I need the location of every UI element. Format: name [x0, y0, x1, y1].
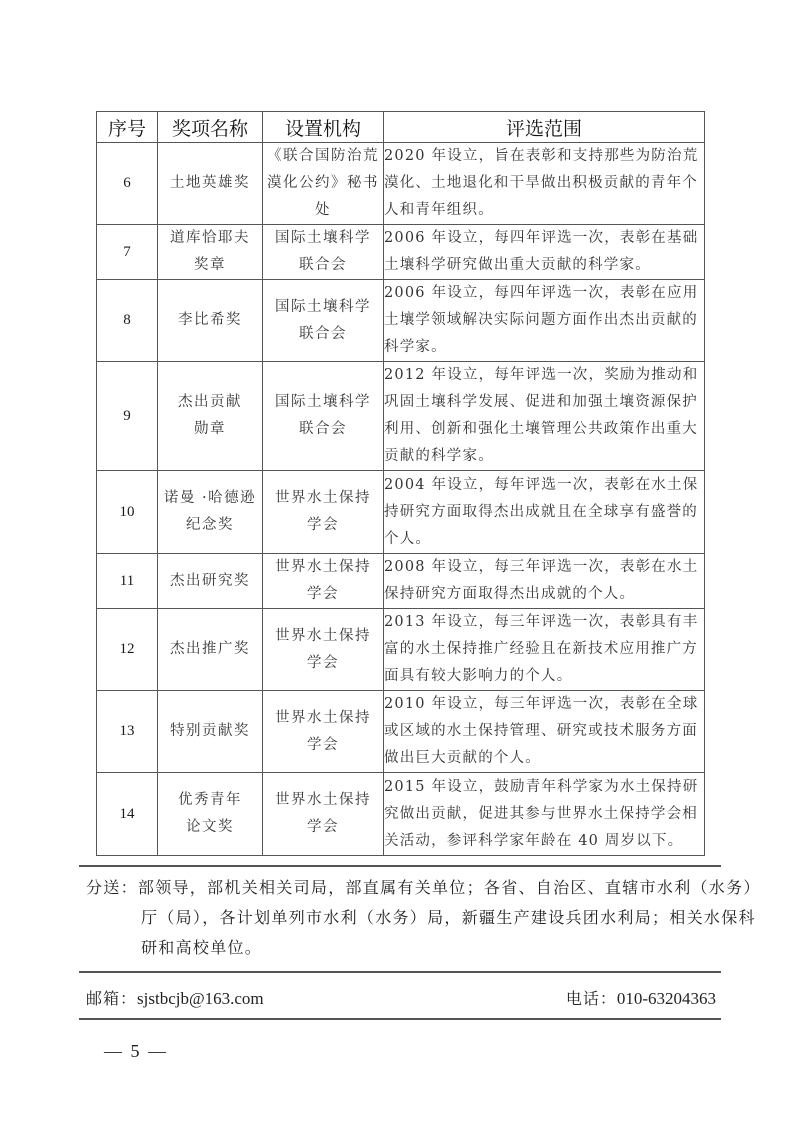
organization-text: 世界水土保持学会 — [275, 559, 371, 602]
cell-no: 11 — [97, 554, 158, 609]
table-row — [97, 143, 705, 225]
cell-award-name — [158, 691, 263, 773]
phone-label: 电话： — [565, 989, 617, 1008]
divider-middle — [79, 971, 721, 973]
cell-organization — [263, 280, 384, 362]
cell-scope: 2010 年设立，每三年评选一次，表彰在全球或区域的水土保持管理、研究或技术服务方面做出巨大贡献的个人。 — [384, 691, 705, 773]
award-name-text: 杰出贡献勋章 — [178, 394, 242, 437]
cell-no: 13 — [97, 691, 158, 773]
header-organization: 设置机构 — [263, 112, 384, 143]
cell-no: 8 — [97, 280, 158, 362]
table-body — [97, 143, 705, 856]
header-award-name: 奖项名称 — [158, 112, 263, 143]
organization-text: 国际土壤科学联合会 — [275, 298, 371, 342]
cell-scope: 2013 年设立，每三年评选一次，表彰具有丰富的水土保持推广经验且在新技术应用推广方面具有较大影响力的个人。 — [384, 609, 705, 691]
email-address: sjstbcjb@163.com — [137, 989, 264, 1008]
distribution-label: 分送： — [86, 878, 138, 897]
award-name-text: 杰出推广奖 — [170, 641, 250, 657]
header-no: 序号 — [97, 112, 158, 143]
cell-no: 6 — [97, 143, 158, 225]
phone-block — [566, 986, 716, 1009]
award-name-text: 道库恰耶夫奖章 — [170, 230, 250, 273]
cell-organization — [263, 691, 384, 773]
table-row — [97, 280, 705, 362]
table-row — [97, 609, 705, 691]
divider-bottom — [79, 1018, 721, 1020]
email-label: 邮箱： — [86, 989, 138, 1008]
cell-scope: 2004 年设立，每年评选一次，表彰在水土保持研究方面取得杰出成就且在全球享有盛誉的个人。 — [384, 471, 705, 554]
award-name-text: 土地英雄奖 — [170, 175, 250, 191]
award-name-text: 诺曼 ·哈德逊纪念奖 — [163, 490, 257, 533]
organization-text: 国际土壤科学联合会 — [275, 230, 371, 273]
cell-scope: 2006 年设立，每四年评选一次，表彰在基础土壤科学研究做出重大贡献的科学家。 — [384, 225, 705, 280]
cell-scope: 2020 年设立，旨在表彰和支持那些为防治荒漠化、土地退化和干旱做出积极贡献的青年个人和青年组织。 — [384, 143, 705, 225]
contact-line — [86, 986, 716, 1010]
distribution-list — [86, 873, 771, 963]
header-scope: 评选范围 — [384, 112, 705, 143]
cell-award-name — [158, 225, 263, 280]
cell-scope: 2012 年设立，每年评选一次，奖励为推动和巩固土壤科学发展、促进和加强土壤资源保护利用、创新和强化土壤管理公共政策作出重大贡献的科学家。 — [384, 362, 705, 471]
divider-top — [79, 865, 721, 867]
cell-scope: 2006 年设立，每四年评选一次，表彰在应用土壤学领域解决实际问题方面作出杰出贡献的科学家。 — [384, 280, 705, 362]
table-row — [97, 471, 705, 554]
table-row — [97, 554, 705, 609]
table-header-row — [97, 112, 705, 143]
table-row — [97, 225, 705, 280]
cell-award-name — [158, 773, 263, 856]
cell-organization — [263, 773, 384, 856]
cell-award-name — [158, 554, 263, 609]
cell-no: 14 — [97, 773, 158, 856]
award-name-text: 杰出研究奖 — [170, 572, 250, 589]
cell-scope: 2008 年设立，每三年评选一次，表彰在水土保持研究方面取得杰出成就的个人。 — [384, 554, 705, 609]
organization-text: 世界水土保持学会 — [275, 490, 371, 533]
phone-number: 010-63204363 — [616, 989, 716, 1008]
page-number: — 5 — — [104, 1041, 168, 1061]
cell-no: 12 — [97, 609, 158, 691]
table-row — [97, 773, 705, 856]
organization-text: 国际土壤科学联合会 — [275, 394, 371, 437]
award-name-text: 李比希奖 — [178, 312, 242, 328]
table-row — [97, 362, 705, 471]
cell-award-name — [158, 143, 263, 225]
cell-organization — [263, 225, 384, 280]
cell-no: 10 — [97, 471, 158, 554]
cell-award-name — [158, 471, 263, 554]
cell-organization — [263, 554, 384, 609]
cell-organization — [263, 471, 384, 554]
cell-organization — [263, 362, 384, 471]
organization-text: 世界水土保持学会 — [275, 709, 371, 753]
organization-text: 世界水土保持学会 — [275, 792, 371, 835]
cell-organization — [263, 609, 384, 691]
organization-text: 《联合国防治荒漠化公约》秘书处 — [267, 148, 379, 218]
organization-text: 世界水土保持学会 — [275, 627, 371, 671]
email-block — [86, 986, 264, 1009]
award-name-text: 优秀青年论文奖 — [178, 792, 242, 835]
table-row — [97, 691, 705, 773]
cell-no: 9 — [97, 362, 158, 471]
cell-scope: 2015 年设立，鼓励青年科学家为水土保持研究做出贡献，促进其参与世界水土保持学会相关活动，参评科学家年龄在 40 周岁以下。 — [384, 773, 705, 856]
cell-award-name — [158, 362, 263, 471]
award-name-text: 特别贡献奖 — [170, 723, 250, 739]
distribution-text: 部领导，部机关相关司局，部直属有关单位；各省、自治区、直辖市水利（水务）厅（局），各计划单列市水利（水务）局，新疆生产建设兵团水利局；相关水保科研和高校单位。 — [137, 878, 761, 957]
awards-table — [96, 111, 705, 856]
cell-award-name — [158, 280, 263, 362]
cell-organization — [263, 143, 384, 225]
cell-award-name — [158, 609, 263, 691]
cell-no: 7 — [97, 225, 158, 280]
